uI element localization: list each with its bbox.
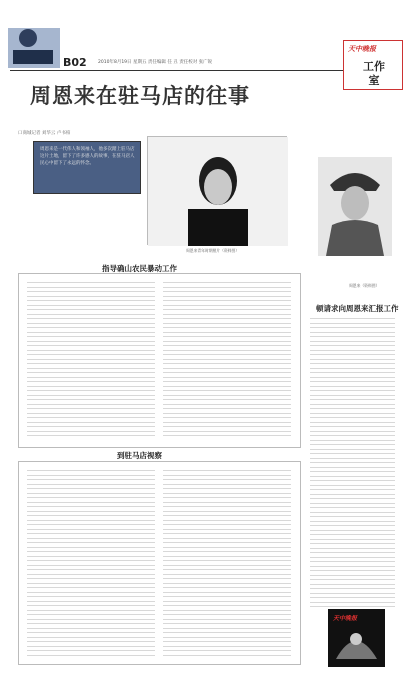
column-title-line1: 工作 (363, 60, 385, 73)
section-title-1: 指导确山农民暴动工作 (102, 264, 177, 273)
portrait-photo-young (147, 136, 287, 245)
section-2-text-box (18, 461, 301, 665)
section-2-column-1 (27, 470, 155, 659)
portrait-young-image (148, 137, 288, 246)
header-rule (10, 70, 350, 71)
footer-logo-text: 天中晚报 (333, 615, 358, 622)
section-1-text-box (18, 273, 301, 448)
section-2-column-2 (163, 470, 291, 659)
section-3-column (310, 318, 395, 611)
portrait-photo-uniform (318, 157, 392, 256)
photo2-caption: 周恩来（资料图） (349, 283, 380, 288)
quote-text: 周恩来是一代伟人和领袖人，他多次踏上驻马店这片土地，留下了许多感人的故事，在驻马店人民心中留下了永远的怀念。 (40, 147, 135, 166)
section-title-3: 顿请求向周恩来汇报工作 (316, 304, 399, 313)
section-title-2: 到驻马店视察 (117, 451, 162, 460)
section-1-column-1 (27, 282, 155, 440)
photo1-caption: 周恩来青年时期照片（资料图） (186, 248, 240, 253)
column-title (360, 60, 388, 88)
portrait-uniform-image (318, 157, 392, 256)
issue-meta: 2010年8月19日 星期五 责任编辑 任 丑 责任校对 张广锐 (98, 60, 213, 65)
column-title-line2: 室 (368, 74, 380, 87)
masthead-illustration (8, 8, 68, 68)
page-title: 周恩来在驻马店的往事 (30, 83, 250, 108)
column-logo: 天中晚报 (348, 45, 376, 53)
byline: 口商城记者 刘华云 卢书柏 (18, 131, 71, 136)
page-number: B02 (63, 56, 87, 69)
section-1-column-2 (163, 282, 291, 440)
